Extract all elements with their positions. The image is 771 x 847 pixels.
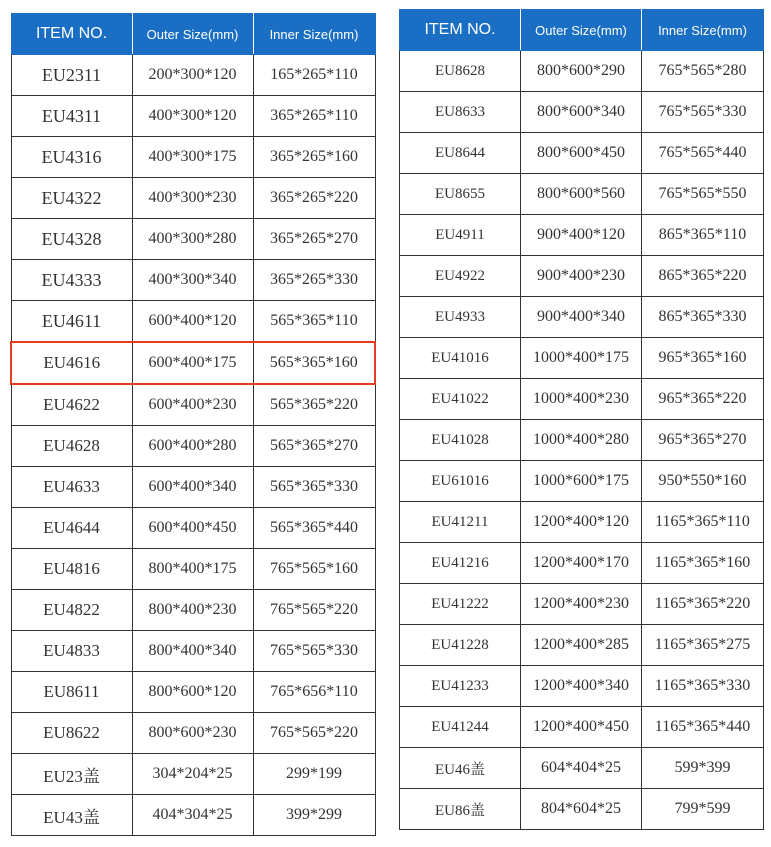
outer-size-cell: 604*404*25 xyxy=(521,748,642,789)
item-no-cell: EU4911 xyxy=(400,215,521,256)
table-row xyxy=(400,51,764,92)
item-no-cell: EU41028 xyxy=(400,420,521,461)
inner-size-cell: 965*365*160 xyxy=(642,338,764,379)
inner-size-cell: 1165*365*160 xyxy=(642,543,764,584)
item-no-cell: EU4628 xyxy=(11,426,132,467)
outer-size-cell: 800*600*450 xyxy=(521,133,642,174)
item-no-cell: EU41022 xyxy=(400,379,521,420)
item-no-cell: EU8644 xyxy=(400,133,521,174)
table-row xyxy=(11,301,375,343)
table-row xyxy=(11,260,375,301)
table-row xyxy=(11,384,375,426)
item-no-cell: EU4933 xyxy=(400,297,521,338)
spec-table-left xyxy=(10,13,376,836)
table-row xyxy=(400,256,764,297)
outer-size-cell: 800*600*290 xyxy=(521,51,642,92)
inner-size-cell: 965*365*270 xyxy=(642,420,764,461)
outer-size-cell: 400*300*230 xyxy=(132,178,253,219)
table-row xyxy=(11,178,375,219)
table-row xyxy=(11,590,375,631)
table-row xyxy=(400,297,764,338)
outer-size-cell: 800*600*560 xyxy=(521,174,642,215)
inner-size-cell: 365*265*330 xyxy=(253,260,375,301)
outer-size-cell: 1000*600*175 xyxy=(521,461,642,502)
item-no-cell: EU41244 xyxy=(400,707,521,748)
inner-size-cell: 599*399 xyxy=(642,748,764,789)
item-no-cell: EU23盖 xyxy=(11,754,132,795)
inner-size-cell: 765*565*440 xyxy=(642,133,764,174)
table-row xyxy=(11,219,375,260)
outer-size-cell: 800*400*230 xyxy=(132,590,253,631)
inner-size-cell: 1165*365*330 xyxy=(642,666,764,707)
inner-size-cell: 565*365*160 xyxy=(253,342,375,384)
table-body-left xyxy=(11,55,375,836)
item-no-cell: EU41228 xyxy=(400,625,521,666)
table-row xyxy=(400,133,764,174)
table-row xyxy=(400,748,764,789)
inner-size-cell: 399*299 xyxy=(253,795,375,836)
outer-size-cell: 1200*400*170 xyxy=(521,543,642,584)
outer-size-cell: 304*204*25 xyxy=(132,754,253,795)
header-outer-size: Outer Size(mm) xyxy=(132,14,253,55)
outer-size-cell: 800*600*120 xyxy=(132,672,253,713)
inner-size-cell: 1165*365*275 xyxy=(642,625,764,666)
table-row xyxy=(11,549,375,590)
outer-size-cell: 600*400*450 xyxy=(132,508,253,549)
outer-size-cell: 400*300*340 xyxy=(132,260,253,301)
table-row-highlighted xyxy=(11,342,375,384)
item-no-cell: EU46盖 xyxy=(400,748,521,789)
item-no-cell: EU41216 xyxy=(400,543,521,584)
inner-size-cell: 765*565*330 xyxy=(642,92,764,133)
outer-size-cell: 404*304*25 xyxy=(132,795,253,836)
outer-size-cell: 400*300*175 xyxy=(132,137,253,178)
outer-size-cell: 600*400*120 xyxy=(132,301,253,343)
outer-size-cell: 1200*400*285 xyxy=(521,625,642,666)
outer-size-cell: 1200*400*340 xyxy=(521,666,642,707)
inner-size-cell: 865*365*110 xyxy=(642,215,764,256)
outer-size-cell: 1200*400*120 xyxy=(521,502,642,543)
item-no-cell: EU43盖 xyxy=(11,795,132,836)
inner-size-cell: 365*265*220 xyxy=(253,178,375,219)
inner-size-cell: 765*565*330 xyxy=(253,631,375,672)
item-no-cell: EU4644 xyxy=(11,508,132,549)
table-row xyxy=(400,92,764,133)
outer-size-cell: 200*300*120 xyxy=(132,55,253,96)
table-row xyxy=(11,137,375,178)
table-row xyxy=(400,789,764,830)
item-no-cell: EU4922 xyxy=(400,256,521,297)
inner-size-cell: 765*565*220 xyxy=(253,713,375,754)
table-row xyxy=(11,55,375,96)
inner-size-cell: 1165*365*220 xyxy=(642,584,764,625)
item-no-cell: EU8611 xyxy=(11,672,132,713)
outer-size-cell: 400*300*280 xyxy=(132,219,253,260)
table-row xyxy=(400,666,764,707)
table-row xyxy=(400,625,764,666)
item-no-cell: EU4822 xyxy=(11,590,132,631)
outer-size-cell: 600*400*340 xyxy=(132,467,253,508)
inner-size-cell: 765*565*160 xyxy=(253,549,375,590)
item-no-cell: EU4833 xyxy=(11,631,132,672)
item-no-cell: EU86盖 xyxy=(400,789,521,830)
table-row xyxy=(400,461,764,502)
header-inner-size: Inner Size(mm) xyxy=(253,14,375,55)
inner-size-cell: 765*565*220 xyxy=(253,590,375,631)
header-item-no: ITEM NO. xyxy=(11,14,132,55)
header-inner-size: Inner Size(mm) xyxy=(642,10,764,51)
spec-table-right xyxy=(399,9,764,830)
table-row xyxy=(11,426,375,467)
header-item-no: ITEM NO. xyxy=(400,10,521,51)
item-no-cell: EU41211 xyxy=(400,502,521,543)
outer-size-cell: 1000*400*280 xyxy=(521,420,642,461)
inner-size-cell: 765*565*280 xyxy=(642,51,764,92)
inner-size-cell: 365*265*110 xyxy=(253,96,375,137)
inner-size-cell: 865*365*330 xyxy=(642,297,764,338)
inner-size-cell: 765*656*110 xyxy=(253,672,375,713)
item-no-cell: EU4333 xyxy=(11,260,132,301)
header-row xyxy=(11,14,375,55)
inner-size-cell: 765*565*550 xyxy=(642,174,764,215)
table-body-right xyxy=(400,51,764,830)
inner-size-cell: 799*599 xyxy=(642,789,764,830)
inner-size-cell: 365*265*160 xyxy=(253,137,375,178)
inner-size-cell: 1165*365*440 xyxy=(642,707,764,748)
outer-size-cell: 1000*400*230 xyxy=(521,379,642,420)
table-row xyxy=(400,707,764,748)
inner-size-cell: 565*365*110 xyxy=(253,301,375,343)
header-outer-size: Outer Size(mm) xyxy=(521,10,642,51)
outer-size-cell: 1200*400*230 xyxy=(521,584,642,625)
table-row xyxy=(400,338,764,379)
outer-size-cell: 900*400*120 xyxy=(521,215,642,256)
item-no-cell: EU41222 xyxy=(400,584,521,625)
table-row xyxy=(400,379,764,420)
table-row xyxy=(11,631,375,672)
item-no-cell: EU4622 xyxy=(11,384,132,426)
item-no-cell: EU4816 xyxy=(11,549,132,590)
item-no-cell: EU2311 xyxy=(11,55,132,96)
outer-size-cell: 900*400*340 xyxy=(521,297,642,338)
item-no-cell: EU8622 xyxy=(11,713,132,754)
item-no-cell: EU4311 xyxy=(11,96,132,137)
item-no-cell: EU41233 xyxy=(400,666,521,707)
item-no-cell: EU8633 xyxy=(400,92,521,133)
table-row xyxy=(400,502,764,543)
table-row xyxy=(11,672,375,713)
table-row xyxy=(11,713,375,754)
table-row xyxy=(11,508,375,549)
inner-size-cell: 565*365*330 xyxy=(253,467,375,508)
outer-size-cell: 800*400*340 xyxy=(132,631,253,672)
table-row xyxy=(11,467,375,508)
table-row xyxy=(400,215,764,256)
outer-size-cell: 600*400*280 xyxy=(132,426,253,467)
table-row xyxy=(400,174,764,215)
outer-size-cell: 600*400*230 xyxy=(132,384,253,426)
table-row xyxy=(400,543,764,584)
outer-size-cell: 1000*400*175 xyxy=(521,338,642,379)
outer-size-cell: 804*604*25 xyxy=(521,789,642,830)
inner-size-cell: 299*199 xyxy=(253,754,375,795)
header-row xyxy=(400,10,764,51)
table-row xyxy=(11,754,375,795)
inner-size-cell: 1165*365*110 xyxy=(642,502,764,543)
inner-size-cell: 365*265*270 xyxy=(253,219,375,260)
outer-size-cell: 900*400*230 xyxy=(521,256,642,297)
table-row xyxy=(11,96,375,137)
item-no-cell: EU41016 xyxy=(400,338,521,379)
item-no-cell: EU4633 xyxy=(11,467,132,508)
table-row xyxy=(400,420,764,461)
inner-size-cell: 565*365*270 xyxy=(253,426,375,467)
inner-size-cell: 565*365*220 xyxy=(253,384,375,426)
table-row xyxy=(11,795,375,836)
outer-size-cell: 400*300*120 xyxy=(132,96,253,137)
inner-size-cell: 965*365*220 xyxy=(642,379,764,420)
inner-size-cell: 165*265*110 xyxy=(253,55,375,96)
outer-size-cell: 600*400*175 xyxy=(132,342,253,384)
item-no-cell: EU4611 xyxy=(11,301,132,343)
item-no-cell: EU4316 xyxy=(11,137,132,178)
item-no-cell: EU4616 xyxy=(11,342,132,384)
item-no-cell: EU4322 xyxy=(11,178,132,219)
outer-size-cell: 800*600*230 xyxy=(132,713,253,754)
inner-size-cell: 565*365*440 xyxy=(253,508,375,549)
item-no-cell: EU61016 xyxy=(400,461,521,502)
outer-size-cell: 1200*400*450 xyxy=(521,707,642,748)
inner-size-cell: 950*550*160 xyxy=(642,461,764,502)
inner-size-cell: 865*365*220 xyxy=(642,256,764,297)
item-no-cell: EU8655 xyxy=(400,174,521,215)
item-no-cell: EU8628 xyxy=(400,51,521,92)
table-row xyxy=(400,584,764,625)
outer-size-cell: 800*400*175 xyxy=(132,549,253,590)
outer-size-cell: 800*600*340 xyxy=(521,92,642,133)
item-no-cell: EU4328 xyxy=(11,219,132,260)
